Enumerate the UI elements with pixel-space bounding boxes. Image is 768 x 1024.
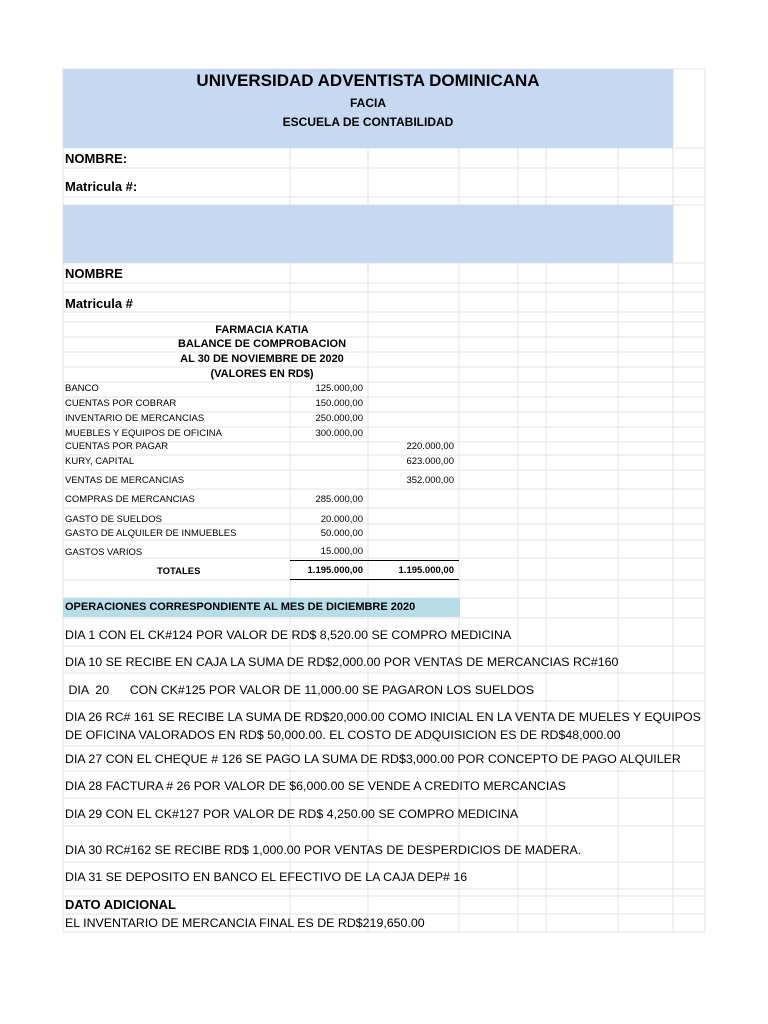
- account-name: INVENTARIO DE MERCANCIAS: [65, 413, 205, 424]
- operation-item: DIA 26 RC# 161 SE RECIBE LA SUMA DE RD$20,000.00 COMO INICIAL EN LA VENTA DE MUELES Y EQUIPOS: [65, 710, 701, 724]
- operation-item: DIA 10 SE RECIBE EN CAJA LA SUMA DE RD$2,000.00 POR VENTAS DE MERCANCIAS RC#160: [65, 655, 619, 669]
- operation-item: DIA 1 CON EL CK#124 POR VALOR DE RD$ 8,520.00 SE COMPRO MEDICINA: [65, 628, 512, 642]
- total-credit: 1.195.000,00: [398, 565, 454, 576]
- totals-bottom-rule: [290, 579, 459, 580]
- name-label: NOMBRE:: [65, 151, 128, 166]
- account-name: CUENTAS POR PAGAR: [65, 441, 169, 452]
- account-name: GASTOS VARIOS: [65, 547, 143, 558]
- total-debit: 1.195.000,00: [307, 565, 363, 576]
- debit-amount: 50.000,00: [320, 528, 363, 539]
- credit-amount: 352.000,00: [406, 475, 454, 486]
- debit-amount: 285.000,00: [315, 494, 363, 505]
- operation-item: DIA 30 RC#162 SE RECIBE RD$ 1,000.00 POR VENTAS DE DESPERDICIOS DE MADERA.: [65, 843, 582, 857]
- additional-text: EL INVENTARIO DE MERCANCIA FINAL ES DE RD$219,650.00: [65, 916, 425, 930]
- balance-date: AL 30 DE NOVIEMBRE DE 2020: [180, 353, 344, 365]
- account-name: COMPRAS DE MERCANCIAS: [65, 494, 195, 505]
- debit-amount: 300.000,00: [315, 428, 363, 439]
- additional-heading: DATO ADICIONAL: [65, 897, 176, 912]
- operation-item: DIA 29 CON EL CK#127 POR VALOR DE RD$ 4,250.00 SE COMPRO MEDICINA: [65, 807, 519, 821]
- account-name: BANCO: [65, 383, 99, 394]
- debit-amount: 15.000,00: [320, 546, 363, 557]
- account-name: MUEBLES Y EQUIPOS DE OFICINA: [65, 428, 222, 439]
- operations-heading: [63, 598, 460, 617]
- operation-item: DIA 31 SE DEPOSITO EN BANCO EL EFECTIVO DE LA CAJA DEP# 16: [65, 870, 468, 884]
- debit-amount: 150.000,00: [315, 398, 363, 409]
- account-name: GASTO DE ALQUILER DE INMUEBLES: [65, 528, 237, 539]
- operation-item: DIA 20 CON CK#125 POR VALOR DE 11,000.00 SE PAGARON LOS SUELDOS: [65, 683, 534, 697]
- account-name: CUENTAS POR COBRAR: [65, 398, 177, 409]
- credit-amount: 220.000,00: [406, 441, 454, 452]
- account-name: VENTAS DE MERCANCIAS: [65, 475, 185, 486]
- matricula-label-2: Matricula #: [65, 296, 133, 311]
- debit-amount: 250.000,00: [315, 413, 363, 424]
- balance-currency: (VALORES EN RD$): [210, 368, 314, 380]
- operations-heading-text: OPERACIONES CORRESPONDIENTE AL MES DE DICIEMBRE 2020: [65, 601, 416, 613]
- company-name: FARMACIA KATIA: [215, 324, 309, 336]
- school-label: ESCUELA DE CONTABILIDAD: [282, 115, 454, 129]
- faculty-label: FACIA: [350, 96, 386, 110]
- name-label-2: NOMBRE: [65, 266, 123, 281]
- debit-amount: 125.000,00: [315, 383, 363, 394]
- debit-amount: 20.000,00: [320, 514, 363, 525]
- credit-amount: 623.000,00: [406, 456, 454, 467]
- account-name: KURY, CAPITAL: [65, 456, 135, 467]
- university-title: UNIVERSIDAD ADVENTISTA DOMINICANA: [196, 71, 540, 90]
- matricula-label: Matricula #:: [65, 179, 138, 194]
- operation-item: DIA 28 FACTURA # 26 POR VALOR DE $6,000.00 SE VENDE A CREDITO MERCANCIAS: [65, 779, 566, 793]
- operation-item: DIA 27 CON EL CHEQUE # 126 SE PAGO LA SUMA DE RD$3,000.00 POR CONCEPTO DE PAGO ALQUILER: [65, 752, 681, 766]
- operation-item-continued: DE OFICINA VALORADOS EN RD$ 50,000.00. EL COSTO DE ADQUISICION ES DE RD$48,000.00: [65, 728, 621, 742]
- totals-label: TOTALES: [157, 566, 201, 577]
- account-name: GASTO DE SUELDOS: [65, 514, 162, 525]
- totals-rule: [290, 560, 459, 561]
- balance-title: BALANCE DE COMPROBACION: [177, 338, 347, 350]
- blank-band: [63, 205, 673, 263]
